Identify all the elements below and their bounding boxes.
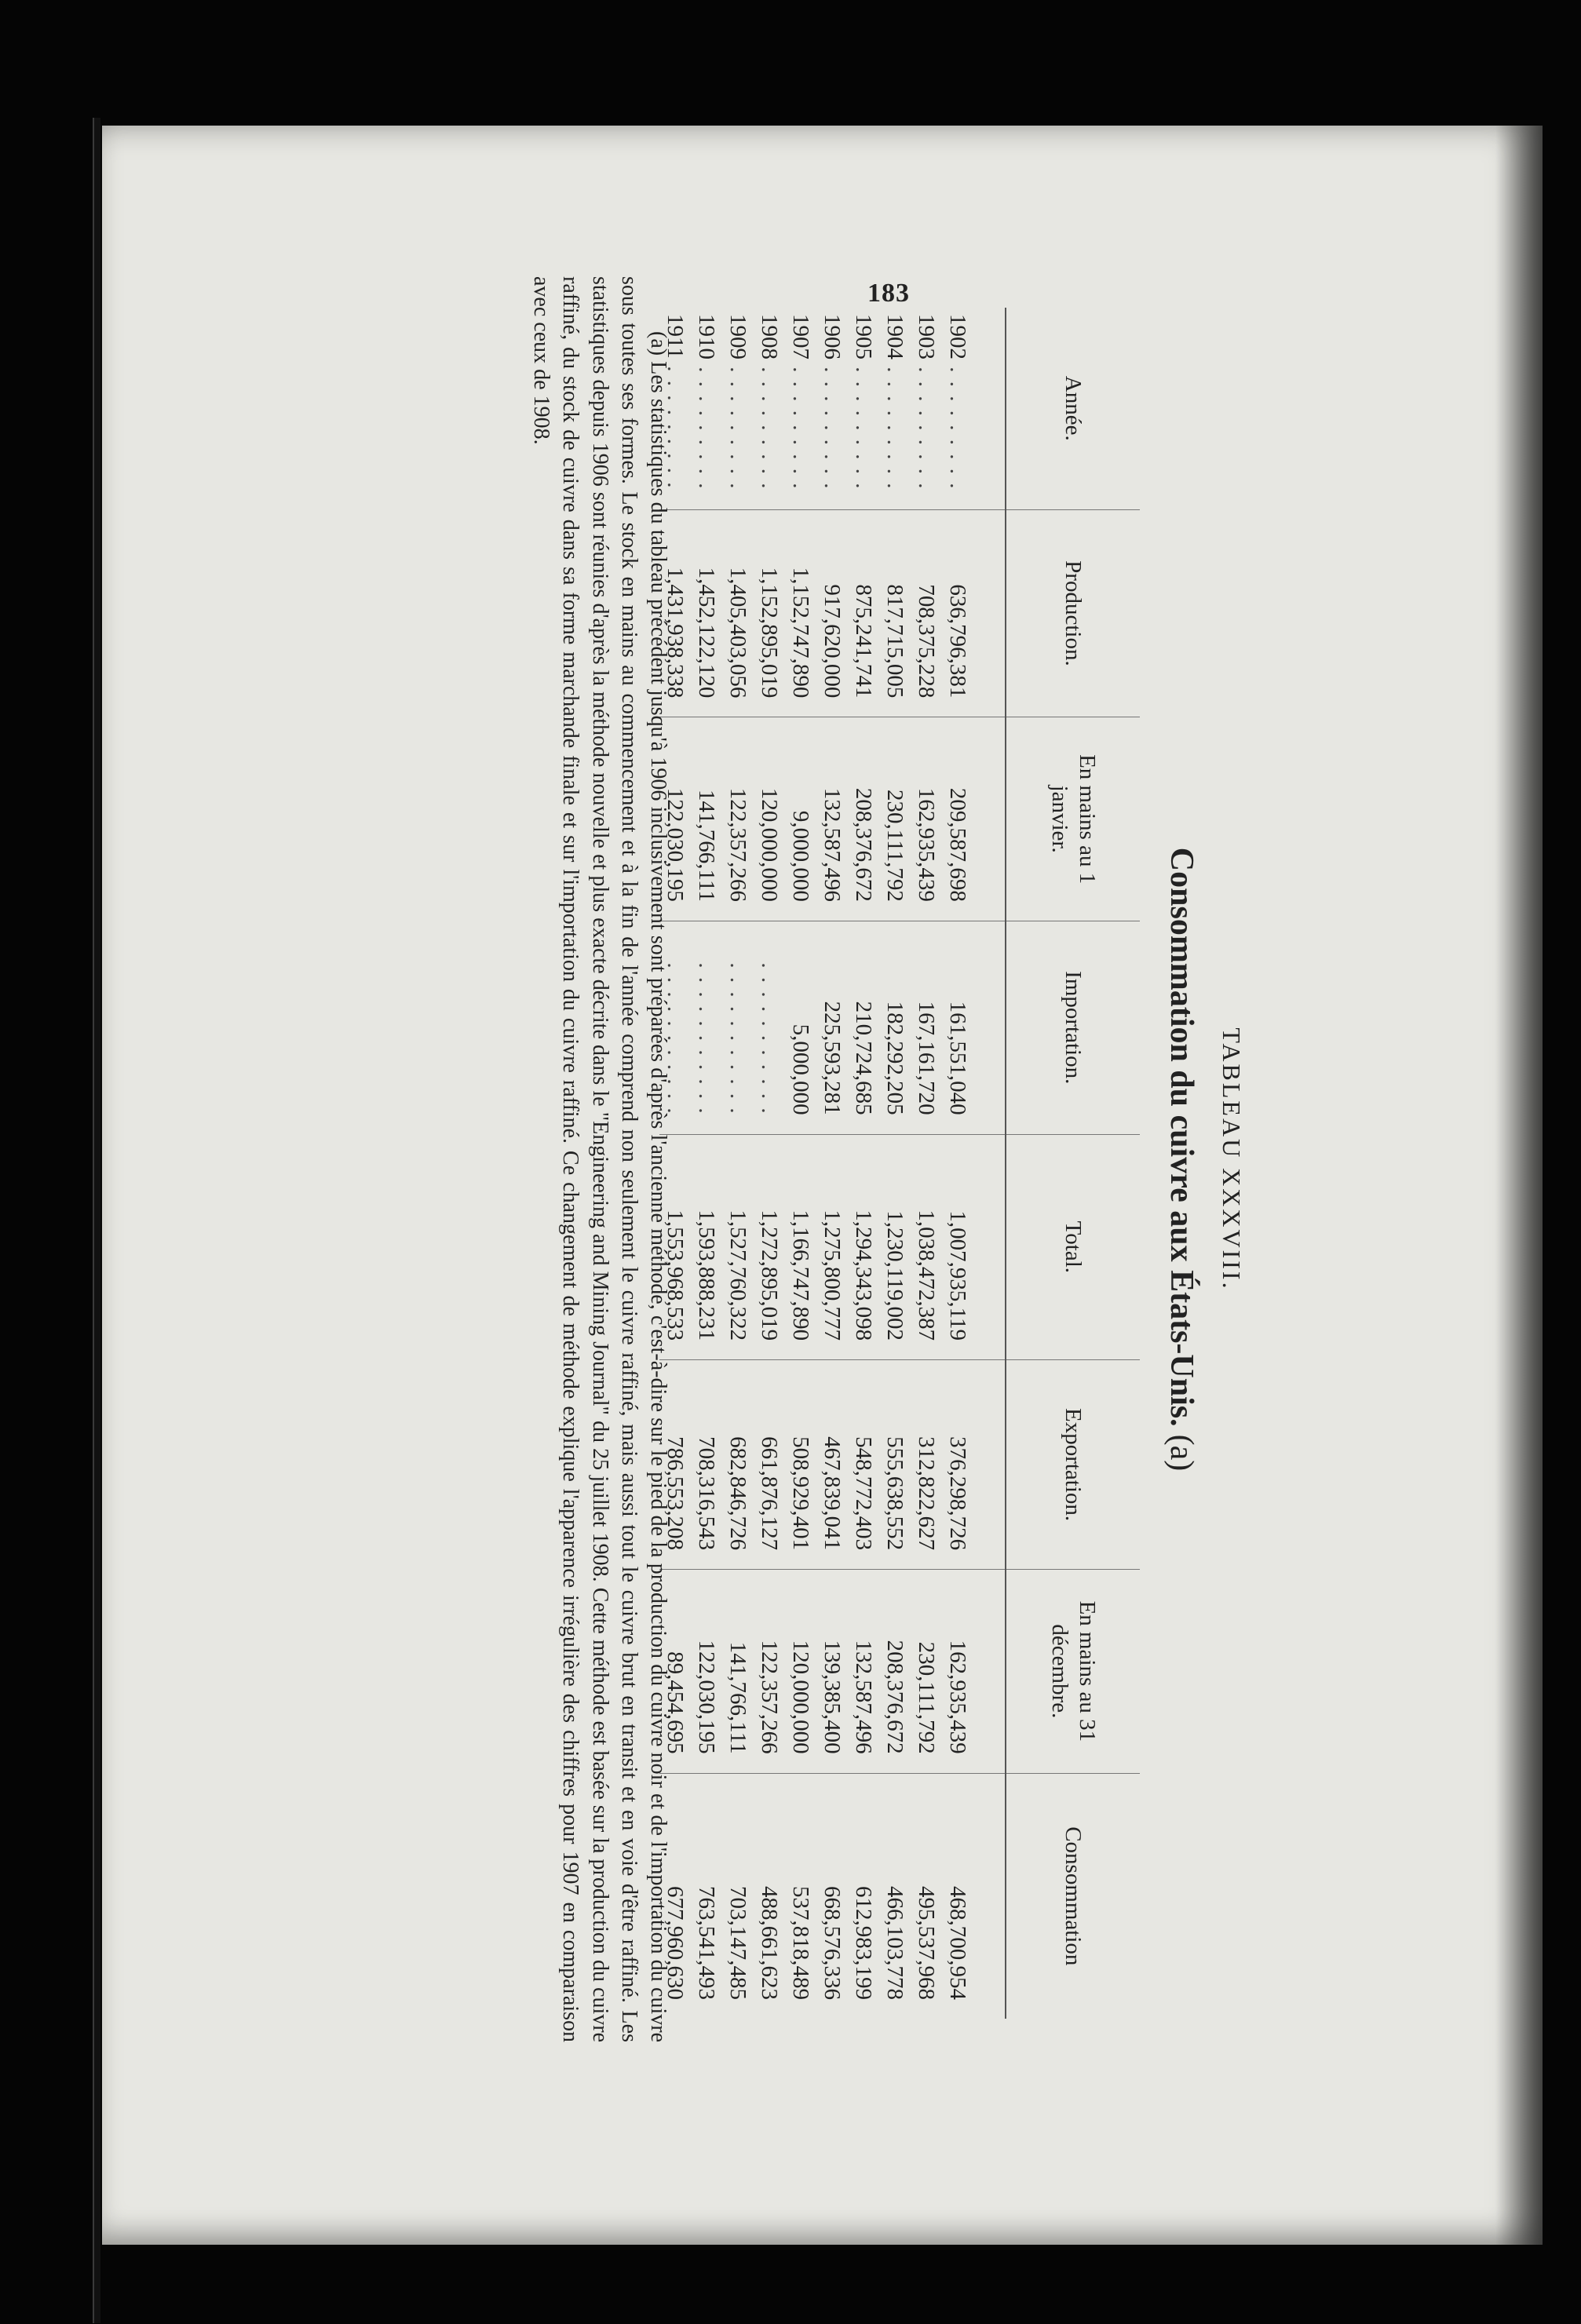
cell-en-mains-decembre: 122,357,266: [754, 1570, 785, 1774]
cell-importation: 5,000,000: [785, 921, 816, 1134]
cell-total: 1,038,472,387: [911, 1134, 942, 1359]
copper-consumption-table: [659, 308, 1140, 2019]
table-title: [1163, 276, 1200, 2042]
cell-en-mains-janvier: 122,357,266: [722, 717, 754, 921]
cell-en-mains-decembre: 132,587,496: [848, 1570, 879, 1774]
cell-importation: 161,551,040: [942, 921, 1006, 1134]
col-header-annee: Année.: [1006, 308, 1140, 509]
cell-consommation: 495,537,968: [911, 1773, 942, 2019]
dot-leader: . . . . . . . . .: [788, 359, 814, 491]
cell-exportation: 312,822,627: [911, 1360, 942, 1570]
year-value: 1903: [914, 314, 940, 359]
cell-year: [785, 308, 816, 509]
cell-importation: 167,161,720: [911, 921, 942, 1134]
cell-production: 875,241,741: [848, 509, 879, 717]
cell-consommation: 703,147,485: [722, 1773, 754, 2019]
title-text: Consommation du cuivre aux États-Unis.: [1163, 847, 1199, 1427]
tableau-label: TABLEAU XXXVIII.: [1218, 1027, 1246, 1291]
cell-exportation: 555,638,552: [879, 1360, 911, 1570]
book-spine: [93, 118, 100, 2323]
cell-total: 1,007,935,119: [942, 1134, 1006, 1359]
cell-production: 1,152,747,890: [785, 509, 816, 717]
col-header-en-mains-janvier: En mains au 1 janvier.: [1006, 717, 1140, 921]
cell-production: 1,431,938,338: [659, 509, 691, 717]
dot-leader: . . . . . . . . .: [820, 359, 845, 491]
title-note-ref: (a): [1163, 1434, 1199, 1472]
col-header-consommation: Consommation: [1006, 1773, 1140, 2019]
table-row: [722, 308, 754, 2019]
cell-total: 1,553,968,533: [659, 1134, 691, 1359]
page-edge-shadow: [1495, 126, 1543, 2245]
cell-production: 1,405,403,056: [722, 509, 754, 717]
table-row: [691, 308, 722, 2019]
table-row: [848, 308, 879, 2019]
dot-leader: . . . . . . . . .: [757, 359, 783, 491]
cell-en-mains-decembre: 141,766,111: [722, 1570, 754, 1774]
page-number: 183: [867, 279, 910, 308]
dot-leader: . . . . . . . . .: [694, 359, 720, 491]
cell-importation: . . . . . . . . . . .: [722, 921, 754, 1134]
cell-importation: 225,593,281: [816, 921, 848, 1134]
cell-consommation: 468,700,954: [942, 1773, 1006, 2019]
cell-en-mains-janvier: 162,935,439: [911, 717, 942, 921]
cell-year: [911, 308, 942, 509]
year-value: 1909: [725, 314, 751, 359]
cell-total: 1,294,343,098: [848, 1134, 879, 1359]
year-value: 1907: [788, 314, 814, 359]
cell-consommation: 488,661,623: [754, 1773, 785, 2019]
cell-exportation: 376,298,726: [942, 1360, 1006, 1570]
col-header-en-mains-decembre: En mains au 31 décembre.: [1006, 1570, 1140, 1774]
cell-en-mains-janvier: 132,587,496: [816, 717, 848, 921]
cell-year: [722, 308, 754, 509]
table-row: [942, 308, 1006, 2019]
cell-exportation: 467,839,041: [816, 1360, 848, 1570]
cell-en-mains-decembre: 230,111,792: [911, 1570, 942, 1774]
table-row: [816, 308, 848, 2019]
table-row: [879, 308, 911, 2019]
dot-leader: . . . . . . . . .: [882, 359, 908, 491]
cell-year: [942, 308, 1006, 509]
cell-en-mains-janvier: 141,766,111: [691, 717, 722, 921]
cell-production: 1,152,895,019: [754, 509, 785, 717]
dot-leader: . . . . . . . . .: [851, 359, 877, 491]
cell-en-mains-decembre: 162,935,439: [942, 1570, 1006, 1774]
cell-exportation: 708,316,543: [691, 1360, 722, 1570]
year-value: 1908: [757, 314, 783, 359]
year-value: 1911: [663, 314, 688, 359]
cell-total: 1,272,895,019: [754, 1134, 785, 1359]
cell-en-mains-decembre: 89,454,695: [659, 1570, 691, 1774]
col-header-production: Production.: [1006, 509, 1140, 717]
cell-consommation: 466,103,778: [879, 1773, 911, 2019]
cell-importation: . . . . . . . . . . .: [754, 921, 785, 1134]
cell-consommation: 763,541,493: [691, 1773, 722, 2019]
cell-consommation: 677,960,630: [659, 1773, 691, 2019]
col-header-importation: Importation.: [1006, 921, 1140, 1134]
table-header-row: [1006, 308, 1140, 2019]
cell-exportation: 548,772,403: [848, 1360, 879, 1570]
cell-production: 708,375,228: [911, 509, 942, 717]
cell-year: [879, 308, 911, 509]
table-body: [659, 308, 1006, 2019]
cell-en-mains-janvier: 209,587,698: [942, 717, 1006, 921]
cell-en-mains-janvier: 208,376,672: [848, 717, 879, 921]
cell-en-mains-janvier: 120,000,000: [754, 717, 785, 921]
cell-total: 1,275,800,777: [816, 1134, 848, 1359]
cell-total: 1,166,747,890: [785, 1134, 816, 1359]
dot-leader: . . . . . . . . .: [663, 358, 688, 490]
cell-importation: 210,724,685: [848, 921, 879, 1134]
cell-production: 917,620,000: [816, 509, 848, 717]
year-value: 1905: [851, 314, 877, 359]
cell-en-mains-decembre: 208,376,672: [879, 1570, 911, 1774]
footnote-text: (a) Les statistiques du tableau précédent jusqu'à 1906 inclusivement sont préparées d'après l'ancienne méthode, c'est-à-dire sur le pied de la production du cuivre noir et de l'importation du cuivre sous toutes ses formes. Le stock en mains au commencement et à la fin de l'année comprend non seulement le cuivre raffiné, mais aussi tout le cuivre brut en transit et en voie d'être raffiné. Les statistiques depuis 1906 sont réunies d'après la méthode nouvelle et plus exacte décrite dans le "Engineering and Mining Journal" du 25 juillet 1908. Cette méthode est basée sur la production du cuivre raffiné, du stock de cuivre dans sa forme marchande finale et sur l'importation du cuivre raffiné. Ce changement de méthode explique l'apparence irrégulière des chiffres pour 1907 en comparaison avec ceux de 1908.: [529, 276, 670, 2042]
cell-year: [754, 308, 785, 509]
cell-en-mains-janvier: 230,111,792: [879, 717, 911, 921]
year-value: 1902: [945, 314, 971, 359]
cell-en-mains-decembre: 122,030,195: [691, 1570, 722, 1774]
col-header-exportation: Exportation.: [1006, 1360, 1140, 1570]
cell-en-mains-decembre: 139,385,400: [816, 1570, 848, 1774]
cell-production: 817,715,005: [879, 509, 911, 717]
dot-leader: . . . . . . . . .: [914, 359, 940, 491]
cell-importation: . . . . . . . . . . .: [659, 921, 691, 1134]
cell-importation: 182,292,205: [879, 921, 911, 1134]
cell-year: [848, 308, 879, 509]
cell-exportation: 661,876,127: [754, 1360, 785, 1570]
year-value: 1904: [882, 314, 908, 359]
cell-total: 1,230,119,002: [879, 1134, 911, 1359]
year-value: 1906: [820, 314, 845, 359]
table-row: [754, 308, 785, 2019]
cell-en-mains-janvier: 9,000,000: [785, 717, 816, 921]
rotated-content: [257, 276, 1293, 2042]
table-row: [911, 308, 942, 2019]
cell-exportation: 682,846,726: [722, 1360, 754, 1570]
cell-consommation: 612,983,199: [848, 1773, 879, 2019]
cell-exportation: 786,553,208: [659, 1360, 691, 1570]
cell-total: 1,593,888,231: [691, 1134, 722, 1359]
cell-consommation: 668,576,336: [816, 1773, 848, 2019]
cell-consommation: 537,818,489: [785, 1773, 816, 2019]
cell-en-mains-janvier: 122,030,195: [659, 717, 691, 921]
cell-production: 636,796,381: [942, 509, 1006, 717]
cell-production: 1,452,122,120: [691, 509, 722, 717]
col-header-total: Total.: [1006, 1134, 1140, 1359]
footnote: [527, 276, 673, 2042]
year-value: 1910: [694, 314, 720, 359]
cell-en-mains-decembre: 120,000,000: [785, 1570, 816, 1774]
cell-importation: . . . . . . . . . . .: [691, 921, 722, 1134]
cell-year: [816, 308, 848, 509]
cell-year: [691, 308, 722, 509]
cell-total: 1,527,760,322: [722, 1134, 754, 1359]
dot-leader: . . . . . . . . .: [945, 359, 971, 491]
table-row: [785, 308, 816, 2019]
cell-exportation: 508,929,401: [785, 1360, 816, 1570]
dot-leader: . . . . . . . . .: [725, 359, 751, 491]
